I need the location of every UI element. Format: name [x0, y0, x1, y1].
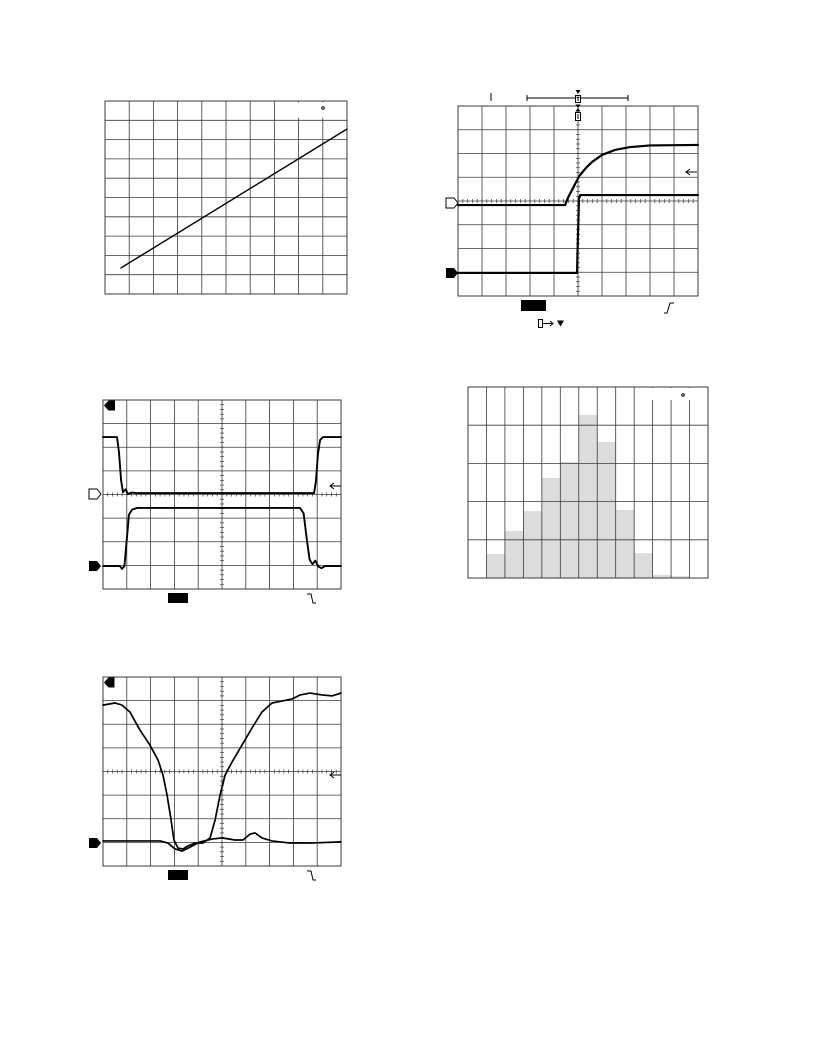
trigger-hourglass-icon [576, 108, 581, 112]
channel-1-marker-icon [446, 198, 458, 208]
redacted-label [168, 593, 188, 603]
redacted-label [521, 300, 546, 311]
falling-edge-icon [307, 594, 316, 603]
arrow-left-icon [330, 483, 341, 489]
histogram-bar [579, 415, 597, 578]
offset-pointer-icon [557, 321, 564, 327]
redacted-label [168, 870, 188, 880]
trigger-position-icon [576, 90, 581, 121]
histogram-bar [505, 531, 523, 578]
channel-2-marker-icon [89, 838, 101, 848]
line-chart [105, 101, 347, 294]
legend-box [648, 388, 706, 400]
scope-plot-transition [103, 677, 341, 866]
offset-box-icon [539, 320, 543, 328]
channel-2-marker-icon [89, 561, 101, 571]
histogram-bar [486, 554, 504, 578]
offset-arrow-icon [543, 321, 553, 326]
channel-1-ground-marker-icon [89, 489, 101, 499]
legend-background [648, 388, 706, 400]
arrow-left-icon [686, 169, 697, 175]
trace-1 [121, 129, 347, 268]
rising-edge-icon [664, 303, 674, 313]
scope-plot-step-response [458, 106, 698, 296]
histogram-bar [597, 442, 615, 578]
channel-2-marker-icon [446, 268, 458, 278]
legend-box [297, 103, 339, 118]
histogram-bar [542, 478, 560, 578]
scope-plot-step-response-markers [446, 90, 697, 328]
histogram-bar [560, 462, 578, 578]
histogram-bar [616, 510, 634, 578]
channel-1-marker-icon [104, 401, 115, 411]
trace-2 [458, 195, 698, 273]
histogram-chart [468, 387, 708, 578]
legend-background [297, 103, 339, 118]
falling-edge-icon [307, 871, 316, 880]
histogram-bar [523, 511, 541, 578]
scope-plot-pulse [103, 400, 341, 589]
histogram-bar [634, 553, 652, 578]
trigger-offset-icon [539, 320, 565, 328]
trigger-pointer-icon [576, 90, 581, 94]
channel-1-marker-icon [104, 678, 115, 688]
